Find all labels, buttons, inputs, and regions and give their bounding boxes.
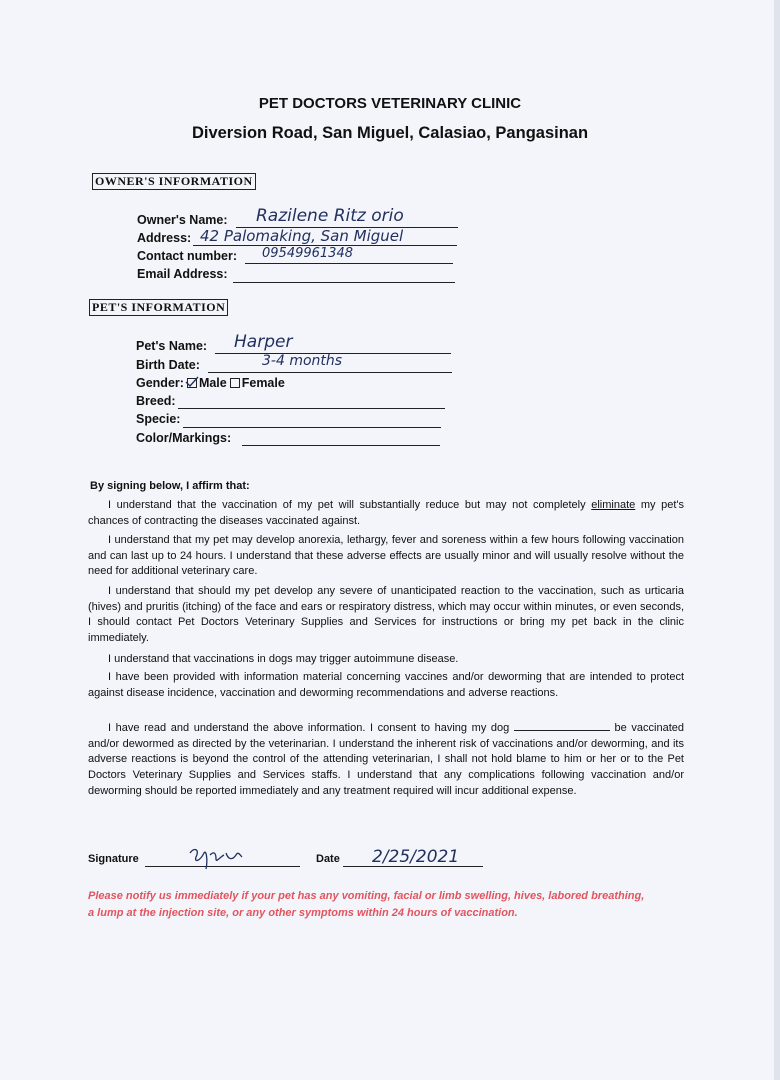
owner-section-title: OWNER'S INFORMATION xyxy=(92,173,256,190)
affirmation-paragraph-2: I understand that my pet may develop anorexia, lethargy, fever and soreness within a few hours following vaccination and can last up to 24 hours. I understand that these adverse effects are usually minor and will usually resolve without the need for additional veterinary care. xyxy=(88,534,684,578)
breed-label: Breed: xyxy=(136,394,176,408)
contact-line[interactable] xyxy=(245,263,453,264)
p1-text-end: my pet's chances of contracting the diseases vaccinated against. xyxy=(88,499,684,527)
p6-text-end: be vaccinated and/or dewormed as directed by the veterinarian. I understand the inherent risk of vaccinations and/or deworming, and its adverse reactions is beyond the control of the attending veterinarian, I shall not hold blame to him or her or to the Pet Doctors Veterinary Supplies and Services staffs. I understand that any complications following vaccination and/or deworming should be reported immediately and any treatment required will incur additional expense. xyxy=(88,722,684,797)
male-option-label: Male xyxy=(198,376,227,390)
pet-section-title: PET'S INFORMATION xyxy=(89,299,228,316)
color-label: Color/Markings: xyxy=(136,431,232,445)
email-line[interactable] xyxy=(233,282,455,283)
date-value: 2/25/2021 xyxy=(372,847,460,867)
affirmation-heading: By signing below, I affirm that: xyxy=(90,480,250,492)
owner-name-label: Owner's Name: xyxy=(137,213,228,227)
pet-name-label: Pet's Name: xyxy=(136,339,208,353)
email-label: Email Address: xyxy=(137,267,228,281)
affirmation-paragraph-4: I understand that vaccinations in dogs may trigger autoimmune disease. xyxy=(108,653,459,665)
pet-name-value: Harper xyxy=(234,332,293,352)
handwritten-signature xyxy=(186,845,246,873)
breed-line[interactable] xyxy=(178,408,445,409)
male-checkbox[interactable] xyxy=(187,378,197,388)
affirmation-paragraph-1 xyxy=(88,498,684,529)
birth-date-value: 3-4 months xyxy=(262,353,343,369)
owner-name-value: Razilene Ritz orio xyxy=(256,206,404,226)
specie-label: Specie: xyxy=(136,412,181,426)
check-mark-icon xyxy=(185,376,199,388)
dog-name-blank[interactable] xyxy=(514,720,610,731)
p1-underlined-word: eliminate xyxy=(591,499,636,511)
affirmation-paragraph-5: I have been provided with information material concerning vaccines and/or deworming that are intended to protect against disease incidence, vaccination and deworming recommendations and adverse reactions. xyxy=(88,671,684,699)
contact-label: Contact number: xyxy=(137,249,237,263)
birth-date-line[interactable] xyxy=(208,372,452,373)
clinic-address: Diversion Road, San Miguel, Calasiao, Pangasinan xyxy=(191,124,589,142)
address-value: 42 Palomaking, San Miguel xyxy=(200,227,404,245)
affirmation-paragraph-3: I understand that should my pet develop any severe of unanticipated reaction to the vaccination, such as urticaria (hives) and pruritis (itching) of the face and ears or respiratory distress, which may occur within minutes, or even seconds, I should contact Pet Doctors Veterinary Supplies and Services for instructions or bring my pet back in the clinic immediately. xyxy=(88,585,684,645)
specie-line[interactable] xyxy=(183,427,441,428)
gender-row xyxy=(136,375,285,391)
date-label: Date xyxy=(316,853,340,865)
vaccination-notice: Please notify us immediately if your pet has any vomiting, facial or limb swelling, hives, labored breathing, a lump at the injection site, or any other symptoms within 24 hours of vaccination. xyxy=(88,890,645,919)
female-option-label: Female xyxy=(241,376,285,390)
color-line[interactable] xyxy=(242,445,440,446)
affirmation-paragraph-6 xyxy=(88,720,684,800)
p6-text-start: I have read and understand the above information. I consent to having my dog xyxy=(108,722,510,734)
clinic-name: PET DOCTORS VETERINARY CLINIC xyxy=(258,95,522,112)
address-label: Address: xyxy=(137,231,192,245)
scan-edge xyxy=(774,0,780,1080)
p1-text-start: I understand that the vaccination of my pet will substantially reduce but may not completely xyxy=(108,499,592,511)
female-checkbox[interactable] xyxy=(230,378,240,388)
birth-date-label: Birth Date: xyxy=(136,358,200,372)
gender-label: Gender: xyxy=(136,376,184,390)
signature-label: Signature xyxy=(88,853,139,865)
contact-value: 09549961348 xyxy=(262,246,353,261)
